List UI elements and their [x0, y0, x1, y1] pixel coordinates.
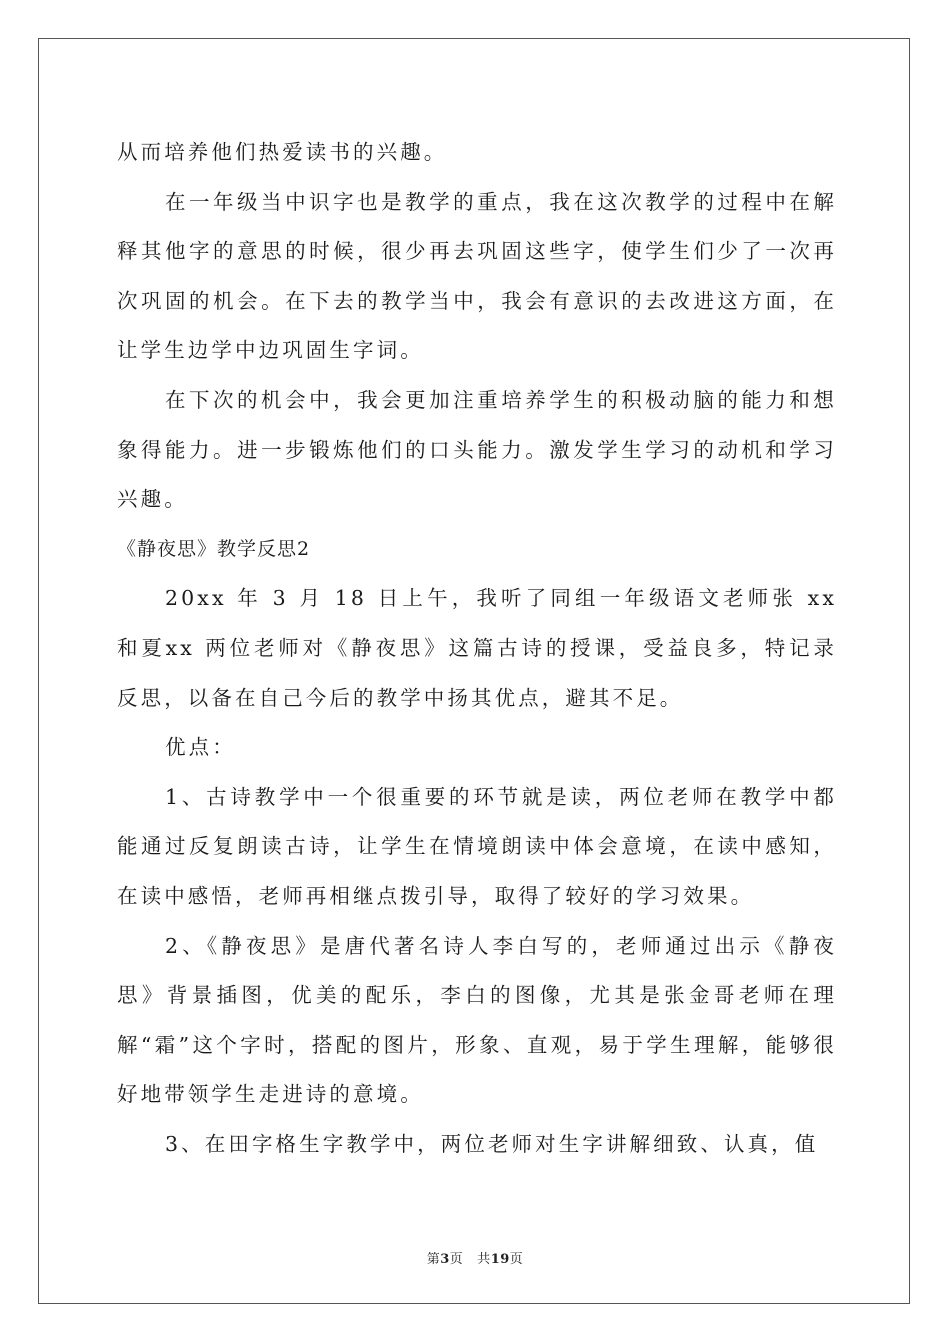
total-pages: 19	[490, 1252, 510, 1267]
paragraph-point-3: 3、在田字格生字教学中，两位老师对生字讲解细致、认真，值	[165, 1131, 819, 1156]
total-prefix: 共	[477, 1252, 491, 1267]
page-number: 3	[440, 1252, 450, 1267]
paragraph-point-1: 1、古诗教学中一个很重要的环节就是读，两位老师在教学中都能通过反复朗读古诗，让学生在情境朗读中体会意境，在读中感知，在读中感悟，老师再相继点拨引导，取得了较好的学习效果。	[117, 784, 837, 908]
paragraph-continuation: 从而培养他们热爱读书的兴趣。	[117, 140, 448, 164]
paragraph-literacy: 在一年级当中识字也是教学的重点，我在这次教学的过程中在解释其他字的意思的时候，很少再去巩固这些字，使学生们少了一次再次巩固的机会。在下去的教学当中，我会有意识的去改进这方面，在让学生边学中边巩固生字词。	[117, 189, 837, 363]
page-footer	[0, 1248, 950, 1267]
document-body	[117, 128, 837, 1169]
total-suffix: 页	[509, 1252, 524, 1267]
paragraph-intro: 20xx 年 3 月 18 日上午，我听了同组一年级语文老师张 xx 和夏xx 两位老师对《静夜思》这篇古诗的授课，受益良多，特记录反思，以备在自己今后的教学中扬其优点，避其不足。	[117, 586, 837, 710]
paragraph-point-2: 2、《静夜思》是唐代著名诗人李白写的，老师通过出示《静夜思》背景插图，优美的配乐，李白的图像，尤其是张金哥老师在理解“霜”这个字时，搭配的图片，形象、直观，易于学生理解，能够很好地带领学生走进诗的意境。	[117, 933, 837, 1107]
page-suffix: 页	[449, 1252, 464, 1267]
page-prefix: 第	[426, 1252, 441, 1267]
paragraph-advantages-label: 优点：	[165, 735, 236, 760]
paragraph-next-time: 在下次的机会中，我会更加注重培养学生的积极动脑的能力和想象得能力。进一步锻炼他们的口头能力。激发学生学习的动机和学习兴趣。	[117, 387, 837, 512]
section-heading: 《静夜思》教学反思2	[117, 537, 311, 560]
